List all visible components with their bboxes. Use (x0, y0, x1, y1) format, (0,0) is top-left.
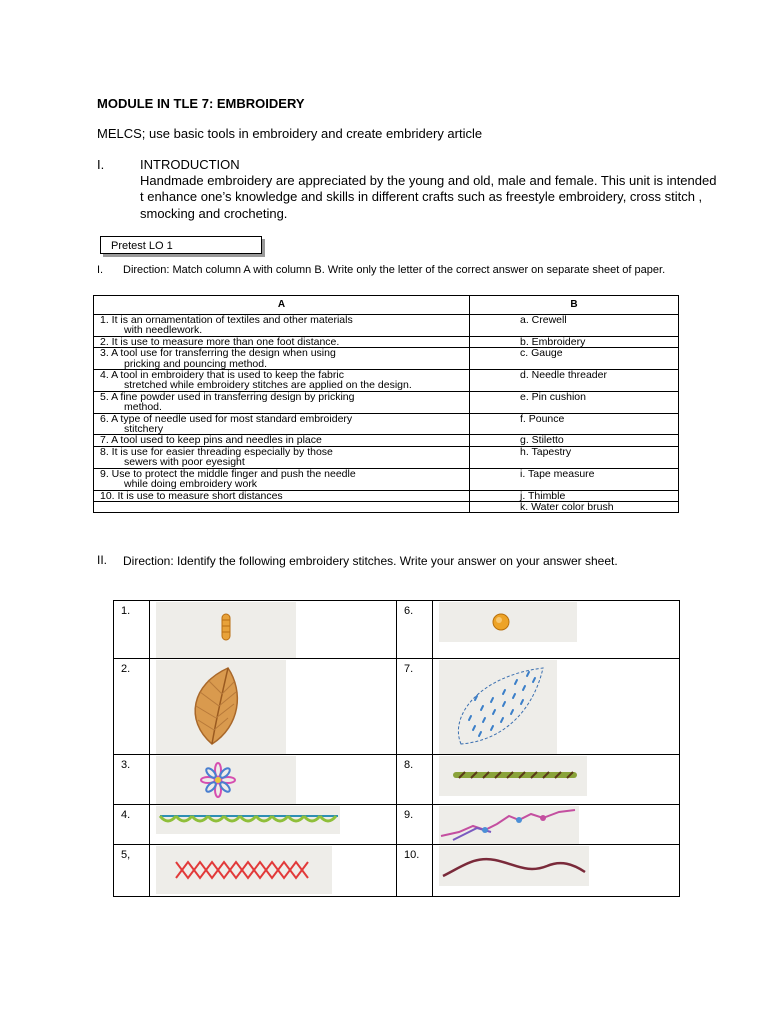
item-a: 2. It is use to measure more than one foot distance. (94, 336, 470, 347)
stitch-image-8 (433, 755, 680, 805)
item-b: c. Gauge (470, 348, 679, 370)
stitch-number: 8. (397, 755, 433, 805)
stitch-number: 9. (397, 805, 433, 845)
item-b: k. Water color brush (470, 501, 679, 512)
fishbone-leaf-stitch-image (156, 660, 306, 756)
table-row (94, 501, 679, 512)
item-b: d. Needle threader (470, 370, 679, 392)
column-b-header: B (470, 296, 679, 315)
stitch-image-7 (433, 659, 680, 755)
stitch-image-6 (433, 601, 680, 659)
stitch-image-5 (150, 845, 397, 897)
stitch-image-3 (150, 755, 397, 805)
part2-numeral: II. (97, 553, 108, 567)
stitch-image-2 (150, 659, 397, 755)
part1-numeral: I. (97, 264, 104, 276)
intro-body: Handmade embroidery are appreciated by the young and old, male and female. This unit is intended t enhance one’s knowledge and skills in different crafts such as freestyle embroidery, cross stitch , smocking and crocheting. (140, 173, 717, 221)
item-a (94, 501, 470, 512)
item-a: 9. Use to protect the middle finger and push the needle while doing embroidery work (94, 468, 470, 490)
stitch-image-9 (433, 805, 680, 845)
item-a: 7. A tool used to keep pins and needles in place (94, 435, 470, 446)
item-b: a. Crewell (470, 315, 679, 337)
item-a: 6. A type of needle used for most standard embroidery stitchery (94, 413, 470, 435)
cross-stitch-image (156, 846, 346, 898)
french-knot-stitch-image (439, 602, 589, 660)
item-b: j. Thimble (470, 490, 679, 501)
part2-direction: Direction: Identify the following embroidery stitches. Write your answer on your answer sheet. (123, 554, 618, 568)
stitch-number: 6. (397, 601, 433, 659)
module-title: MODULE IN TLE 7: EMBROIDERY (97, 96, 305, 111)
whipped-stem-stitch-image (439, 756, 589, 806)
table-row (94, 336, 679, 347)
stitch-number: 4. (114, 805, 150, 845)
item-a: 8. It is use for easier threading especially by those sewers with poor eyesight (94, 446, 470, 468)
stitch-number: 7. (397, 659, 433, 755)
matching-header-row (94, 296, 679, 315)
item-a: 5. A fine powder used in transferring design by pricking method. (94, 391, 470, 413)
seed-stitch-leaf-image (439, 660, 589, 756)
column-a-header: A (94, 296, 470, 315)
table-row (94, 370, 679, 392)
chain-stitch-image (156, 806, 346, 846)
item-b: e. Pin cushion (470, 391, 679, 413)
table-row (114, 845, 680, 897)
item-a: 4. A tool in embroidery that is used to keep the fabric stretched while embroidery stitches are applied on the design. (94, 370, 470, 392)
item-b: g. Stiletto (470, 435, 679, 446)
intro-heading: INTRODUCTION (140, 157, 240, 172)
table-row (94, 468, 679, 490)
section-numeral-intro: I. (97, 157, 105, 172)
lazy-daisy-stitch-image (156, 756, 306, 806)
table-row (94, 413, 679, 435)
stitch-number: 2. (114, 659, 150, 755)
item-b: b. Embroidery (470, 336, 679, 347)
stitch-identification-table (113, 600, 680, 897)
table-row (94, 391, 679, 413)
stitch-image-10 (433, 845, 680, 897)
item-a: 1. It is an ornamentation of textiles and other materials with needlework. (94, 315, 470, 337)
table-row (114, 805, 680, 845)
matching-table (93, 295, 679, 513)
bullion-knot-stitch-image (156, 602, 306, 660)
table-row (94, 435, 679, 446)
stitch-number: 10. (397, 845, 433, 897)
table-row (94, 315, 679, 337)
item-b: h. Tapestry (470, 446, 679, 468)
item-a: 10. It is use to measure short distances (94, 490, 470, 501)
stitch-number: 3. (114, 755, 150, 805)
feather-stitch-image (439, 806, 589, 846)
melcs-text: MELCS; use basic tools in embroidery and create embridery article (97, 126, 483, 141)
item-a: 3. A tool use for transferring the design when using pricking and pouncing method. (94, 348, 470, 370)
item-b: i. Tape measure (470, 468, 679, 490)
stitch-image-1 (150, 601, 397, 659)
stitch-image-4 (150, 805, 397, 845)
table-row (94, 490, 679, 501)
running-stem-stitch-image (439, 846, 599, 898)
table-row (114, 659, 680, 755)
stitch-number: 5, (114, 845, 150, 897)
pretest-label-box: Pretest LO 1 (100, 236, 262, 254)
table-row (114, 601, 680, 659)
part1-direction: Direction: Match column A with column B. Write only the letter of the correct answer on separate sheet of paper. (123, 264, 666, 276)
table-row (114, 755, 680, 805)
item-b: f. Pounce (470, 413, 679, 435)
table-row (94, 348, 679, 370)
stitch-number: 1. (114, 601, 150, 659)
table-row (94, 446, 679, 468)
